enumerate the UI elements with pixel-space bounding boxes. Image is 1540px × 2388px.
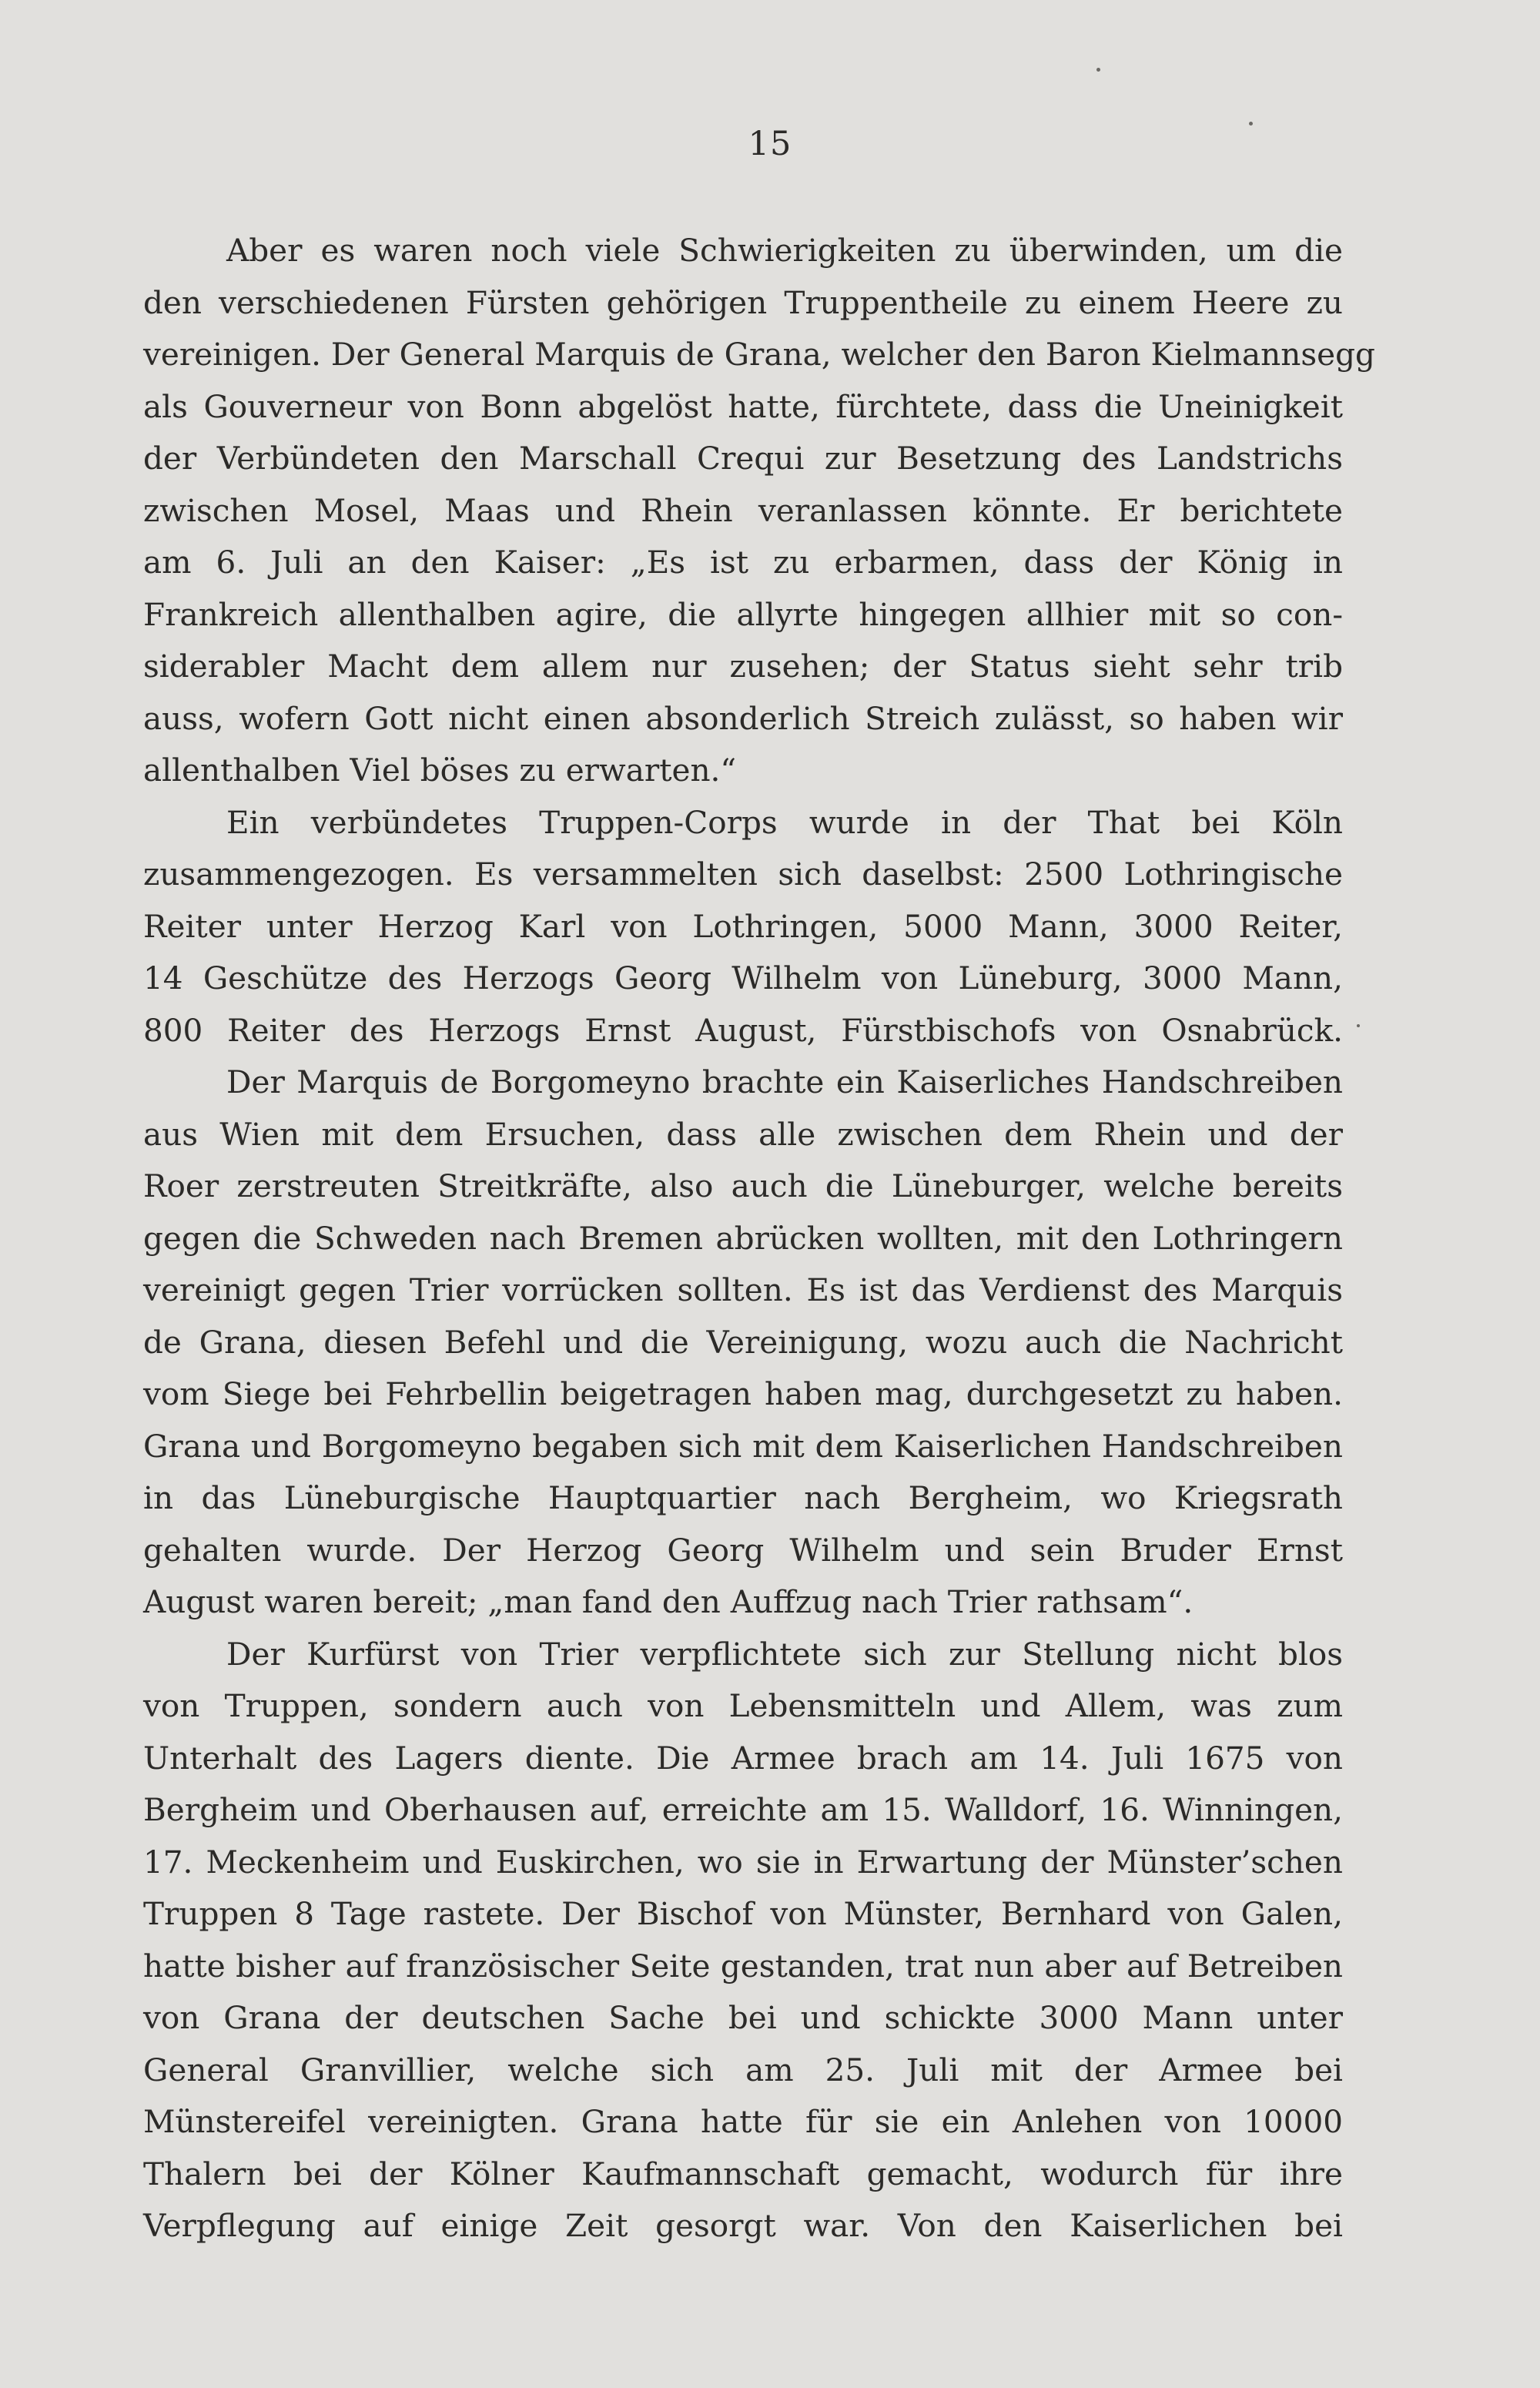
text-line: Grana und Borgomeyno begaben sich mit dem Kaiserlichen Handschreiben <box>143 1427 1343 1465</box>
text-line: vereinigen. Der General Marquis de Grana, welcher den Baron Kielmannsegg <box>143 336 1375 373</box>
text-line: Roer zerstreuten Streitkräfte, also auch die Lüneburger, welche bereits <box>143 1167 1343 1204</box>
text-line: Verpflegung auf einige Zeit gesorgt war. Von den Kaiserlichen bei <box>143 2207 1343 2244</box>
text-line: General Granvillier, welche sich am 25. Juli mit der Armee bei <box>143 2051 1343 2088</box>
text-line: 800 Reiter des Herzogs Ernst August, Fürstbischofs von Osnabrück. <box>143 1011 1343 1049</box>
paragraph-4 <box>143 1629 1343 2252</box>
text-line: Ein verbündetes Truppen-Corps wurde in der That bei Köln <box>226 803 1343 841</box>
text-line: am 6. Juli an den Kaiser: „Es ist zu erbarmen, dass der König in <box>143 544 1343 581</box>
page-number: 15 <box>748 125 792 163</box>
text-line: Thalern bei der Kölner Kaufmannschaft gemacht, wodurch für ihre <box>143 2155 1343 2192</box>
text-line: aus Wien mit dem Ersuchen, dass alle zwischen dem Rhein und der <box>143 1115 1343 1153</box>
text-line: als Gouverneur von Bonn abgelöst hatte, fürchtete, dass die Uneinigkeit <box>143 387 1343 425</box>
text-line: Reiter unter Herzog Karl von Lothringen, 5000 Mann, 3000 Reiter, <box>143 907 1343 945</box>
text-line: vereinigt gegen Trier vorrücken sollten. Es ist das Verdienst des Marquis <box>143 1271 1343 1308</box>
paragraph-3 <box>143 1057 1343 1629</box>
text-line: siderabler Macht dem allem nur zusehen; der Status sieht sehr trib <box>143 648 1343 685</box>
text-line: von Truppen, sondern auch von Lebensmitteln und Allem, was zum <box>143 1687 1343 1724</box>
paragraph-1 <box>143 225 1375 797</box>
text-line: vom Siege bei Fehrbellin beigetragen haben mag, durchgesetzt zu haben. <box>143 1375 1343 1412</box>
text-line: von Grana der deutschen Sache bei und schickte 3000 Mann unter <box>143 1999 1343 2036</box>
body-text <box>143 225 1375 2252</box>
paper-speck <box>1096 68 1100 72</box>
text-line: Unterhalt des Lagers diente. Die Armee brach am 14. Juli 1675 von <box>143 1739 1343 1777</box>
text-line: Frankreich allenthalben agire, die allyrte hingegen allhier mit so con- <box>143 595 1343 633</box>
text-line: Truppen 8 Tage rastete. Der Bischof von Münster, Bernhard von Galen, <box>143 1895 1343 1932</box>
text-line: allenthalben Viel böses zu erwarten.“ <box>143 752 737 789</box>
text-line: der Verbündeten den Marschall Crequi zur Besetzung des Landstrichs <box>143 440 1343 477</box>
paragraph-2 <box>143 797 1343 1057</box>
text-line: in das Lüneburgische Hauptquartier nach Bergheim, wo Kriegsrath <box>143 1479 1343 1516</box>
paper-speck <box>1357 1024 1360 1027</box>
text-line: de Grana, diesen Befehl und die Vereinigung, wozu auch die Nachricht <box>143 1323 1343 1361</box>
text-line: 17. Meckenheim und Euskirchen, wo sie in Erwartung der Münster’schen <box>143 1843 1343 1881</box>
text-line: auss, wofern Gott nicht einen absonderlich Streich zulässt, so haben wir <box>143 699 1343 737</box>
text-line: Münstereifel vereinigten. Grana hatte für sie ein Anlehen von 10000 <box>143 2103 1343 2140</box>
text-line: den verschiedenen Fürsten gehörigen Truppentheile zu einem Heere zu <box>143 283 1343 321</box>
text-line: hatte bisher auf französischer Seite gestanden, trat nun aber auf Betreiben <box>143 1947 1343 1984</box>
text-line: August waren bereit; „man fand den Auffzug nach Trier rathsam“. <box>143 1583 1194 1620</box>
text-line: gehalten wurde. Der Herzog Georg Wilhelm und sein Bruder Ernst <box>143 1531 1343 1569</box>
text-line: Der Kurfürst von Trier verpflichtete sich zur Stellung nicht blos <box>226 1635 1343 1673</box>
text-line: 14 Geschütze des Herzogs Georg Wilhelm von Lüneburg, 3000 Mann, <box>143 960 1343 996</box>
text-line: Aber es waren noch viele Schwierigkeiten zu überwinden, um die <box>226 232 1343 269</box>
paper-speck <box>1249 122 1253 126</box>
text-line: gegen die Schweden nach Bremen abrücken wollten, mit den Lothringern <box>143 1219 1343 1257</box>
text-line: zwischen Mosel, Maas und Rhein veranlassen könnte. Er berichtete <box>143 491 1343 529</box>
text-line: zusammengezogen. Es versammelten sich daselbst: 2500 Lothringische <box>143 856 1343 893</box>
text-line: Der Marquis de Borgomeyno brachte ein Kaiserliches Handschreiben <box>226 1063 1343 1100</box>
text-line: Bergheim und Oberhausen auf, erreichte am 15. Walldorf, 16. Winningen, <box>143 1791 1343 1828</box>
